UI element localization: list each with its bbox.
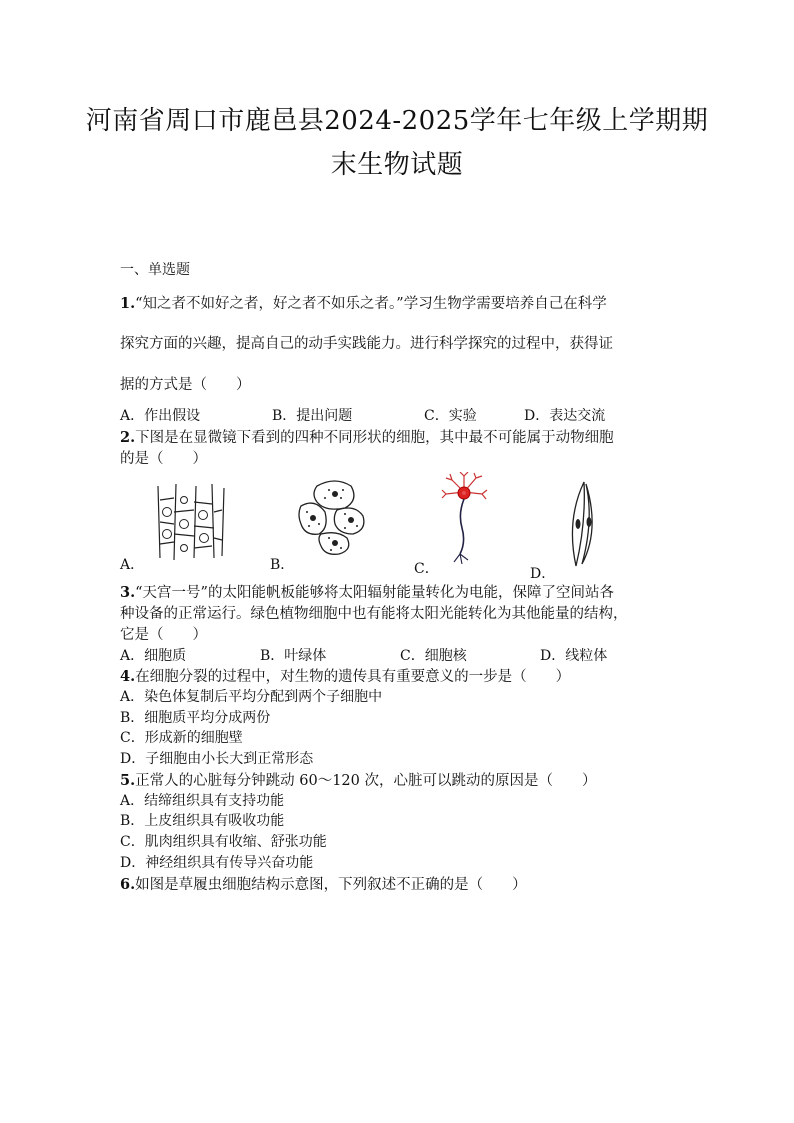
q3-option-d: D．线粒体: [540, 648, 608, 664]
q1-number: 1.: [120, 295, 136, 312]
q2-label-b: B．: [270, 557, 295, 573]
q5-text1: 正常人的心脏每分钟跳动 60～120 次，心脏可以跳动的原因是（ ）: [135, 773, 597, 789]
q6-line1: [120, 873, 527, 894]
q2-number: 2.: [120, 429, 136, 446]
q1-line1: [120, 292, 607, 313]
q4-option-b: B．细胞质平均分成两份: [120, 710, 271, 726]
q5-option-d: D．神经组织具有传导兴奋功能: [120, 855, 314, 871]
q6-number: 6.: [120, 876, 136, 893]
q3-option-c: C．细胞核: [400, 648, 467, 664]
q6-text1: 如图是草履虫细胞结构示意图，下列叙述不正确的是（ ）: [135, 877, 527, 893]
q3-line1: [120, 581, 614, 602]
q1-option-b: B．提出问题: [272, 408, 353, 424]
section-heading: 一、单选题: [120, 262, 190, 278]
q1-option-c: C．实验: [424, 408, 477, 424]
q4-text1: 在细胞分裂的过程中，对生物的遗传具有重要意义的一步是（ ）: [135, 669, 571, 685]
q3-option-b: B．叶绿体: [260, 648, 327, 664]
doc-title-line1: 河南省周口市鹿邑县2024-2025学年七年级上学期期: [85, 106, 709, 136]
q5-option-b: B．上皮组织具有吸收功能: [120, 813, 285, 829]
q4-line1: [120, 665, 570, 686]
q2-label-d: D．: [530, 566, 556, 582]
q3-text1: “天宫一号”的太阳能帆板能够将太阳辐射能量转化为电能，保障了空间站各: [135, 585, 614, 601]
q3-line2: 种设备的正常运行。绿色植物细胞中也有能将太阳光能转化为其他能量的结构，: [120, 606, 628, 622]
q5-line1: [120, 769, 596, 790]
muscle-cells-figure: [560, 480, 610, 570]
q1-option-d: D．表达交流: [524, 408, 606, 424]
q4-number: 4.: [120, 668, 136, 685]
q1-options: [120, 405, 605, 425]
q2-text1: 下图是在显微镜下看到的四种不同形状的细胞，其中最不可能属于动物细胞: [135, 430, 614, 446]
q5-number: 5.: [120, 772, 136, 789]
neuron-figure: [440, 472, 490, 568]
q5-option-a: A．结缔组织具有支持功能: [120, 793, 285, 809]
q4-option-c: C．形成新的细胞壁: [120, 730, 243, 746]
q4-option-d: D．子细胞由小长大到正常形态: [120, 751, 314, 767]
plant-cells-figure: [150, 482, 228, 560]
q2-line1: [120, 426, 614, 447]
q3-option-a: A．细胞质: [120, 648, 187, 664]
doc-title-line2: 末生物试题: [330, 150, 464, 180]
q3-number: 3.: [120, 584, 136, 601]
q4-option-a: A．染色体复制后平均分配到两个子细胞中: [120, 689, 383, 705]
q2-label-c: C．: [414, 561, 439, 577]
q3-options: [120, 645, 607, 665]
q3-line3: 它是（ ）: [120, 627, 207, 643]
q1-line3: 据的方式是（ ）: [120, 377, 251, 393]
q2-label-a: A．: [120, 557, 145, 573]
q1-line2: 探究方面的兴趣，提高自己的动手实践能力。进行科学探究的过程中，获得证: [120, 336, 613, 352]
q1-text1: “知之者不如好之者，好之者不如乐之者。”学习生物学需要培养自己在科学: [135, 296, 607, 312]
q1-option-a: A．作出假设: [120, 408, 201, 424]
q5-option-c: C．肌肉组织具有收缩、舒张功能: [120, 834, 327, 850]
q2-line2: 的是（ ）: [120, 451, 207, 467]
cheek-cells-figure: [295, 476, 375, 558]
